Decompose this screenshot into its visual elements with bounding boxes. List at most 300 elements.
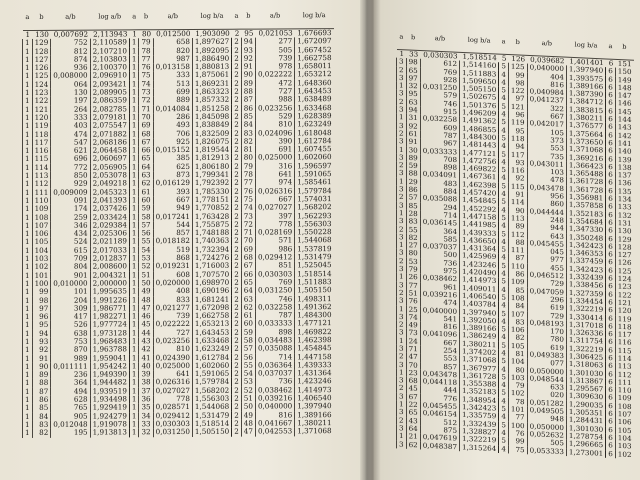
table-cell: 6 [606,362,616,370]
table-cell: 77 [508,413,527,422]
table-cell: 89 [241,79,255,87]
table-cell: 739 [255,54,294,63]
table-cell: 2,110589 [90,39,129,48]
table-cell: 151 [617,59,632,69]
table-cell: 1,409011 [460,284,499,294]
table-cell: 1,525045 [295,261,334,270]
table-cell: 99 [508,437,527,446]
table-cell: 6 [606,251,616,259]
table-cell: 0,023256 [153,337,192,346]
table-cell: 1,612784 [192,353,231,362]
table-cell: 1,397940 [566,66,605,76]
table-cell: 1,406540 [460,292,499,302]
table-cell: 5 [499,182,509,190]
table-cell: 1,380211 [566,113,605,123]
table-cell: 74 [241,204,255,212]
table-cell: 6 [606,171,616,179]
column-header: b [615,34,633,60]
column-header: a [129,3,139,30]
table-cell: 804 [51,263,90,272]
table-cell: 1 [23,97,33,105]
table-cell: 1,638489 [295,95,334,104]
table-cell: 1 [23,296,33,304]
column-header: a/b [527,30,566,57]
table-cell: 57 [139,221,153,229]
table-cell: 118 [32,130,51,138]
table-cell: 944 [527,223,566,233]
table-cell: 64 [406,425,420,434]
table-cell: 5 [499,150,509,158]
table-cell: 6 [606,322,616,330]
table-cell: 69 [241,245,255,253]
table-cell: 103 [508,374,527,383]
table-cell: 141 [615,140,633,149]
table-cell: 0,043478 [527,183,566,193]
table-cell: 1,373650 [566,137,605,147]
table-cell: 2 [232,312,242,320]
table-cell: 1,653213 [192,320,231,329]
table-cell: 1,326336 [566,328,605,338]
table-cell: 2,060697 [90,155,129,164]
table-cell: 6 [606,243,616,251]
table-cell: 103 [615,442,633,451]
table-cell: 144 [615,116,633,125]
table-cell: 739 [153,312,192,321]
table-cell: 571 [255,237,294,246]
table-cell: 708 [420,155,459,165]
table-cell: 1 [23,114,33,122]
table-cell: 53 [241,378,255,386]
table-cell: 1 [129,370,139,378]
table-cell: 1,819544 [192,146,231,155]
table-cell: 1,509650 [460,77,499,87]
table-cell: 608 [153,271,192,280]
table-cell: 6 [606,442,616,450]
table-cell: 4 [499,381,509,389]
table-cell: 1 [23,155,33,163]
table-cell: 1 [129,63,139,71]
table-cell: 696 [51,155,90,164]
table-cell: 0,028169 [255,228,294,237]
table-cell: 6 [606,306,616,314]
table-cell: 1 [23,230,33,238]
table-cell: 1 [23,247,33,255]
table-cell: 1,380211 [460,340,499,350]
table-cell: 316 [255,162,294,171]
table-cell: 85 [508,286,527,295]
table-cell: 1,284431 [566,416,605,426]
table-cell: 2 [232,279,242,287]
table-cell: 1 [397,400,407,408]
table-cell: 2,082785 [90,105,129,114]
table-cell: 1 [23,72,33,80]
table-cell: 94 [241,38,255,46]
table-cell: 1 [23,222,33,230]
table-cell: 1 [23,255,33,263]
table-cell: 110 [32,197,51,205]
table-cell: 100 [32,280,51,288]
table-cell: 3 [397,58,407,66]
table-cell: 2,075547 [90,122,129,131]
table-cell: 1,295567 [566,384,605,394]
table-cell: 50 [139,279,153,287]
table-cell: 32 [406,82,420,91]
table-cell: 2 [397,225,407,233]
table-cell: 2 [232,386,242,394]
table-cell: 67 [241,262,255,270]
table-cell: 901 [51,271,90,280]
table-cell: 1,869231 [192,80,231,89]
table-cell: 59 [241,328,255,336]
table-cell: 1,903090 [195,28,230,38]
table-cell: 714 [420,210,459,220]
table-cell: 1,356981 [566,193,605,203]
table-cell: 1,681241 [192,295,231,304]
table-cell: 51 [139,271,153,279]
table-cell: 105 [508,342,527,351]
table-cell: 2 [232,204,242,212]
table-cell: 150 [615,68,633,77]
table-cell: 0,012048 [51,421,90,430]
table-cell: 1,562293 [295,212,334,221]
table-cell: 111 [508,246,527,255]
table-cell: 0,026316 [153,378,192,387]
table-cell: 1,376577 [566,121,605,131]
table-cell: 47 [241,428,255,436]
table-cell: 0,039682 [530,55,565,66]
table-cell: 117 [615,331,633,340]
table-cell: 111 [615,378,633,387]
table-cell: 2,037426 [90,205,129,214]
table-cell: 1 [129,39,139,47]
table-cell: 6 [606,282,616,290]
table-cell: 4 [499,349,509,357]
table-cell: 2,103803 [90,55,129,64]
table-cell: 524 [51,238,90,247]
table-cell: 1 [397,114,407,122]
table-cell: 1 [129,395,139,403]
table-cell: 42 [139,345,153,353]
table-cell: 89 [406,154,420,163]
table-cell: 83 [241,129,255,137]
table-cell: 1,342423 [566,241,605,251]
table-cell: 1 [23,404,33,412]
column-header: b [241,3,255,30]
table-cell: 2 [232,46,242,54]
table-cell: 1 [129,379,139,387]
table-cell: 1,676693 [297,28,332,38]
table-cell: 112 [615,371,633,380]
table-cell: 1,537819 [295,245,334,254]
table-cell: 4 [499,126,509,134]
table-cell: 133 [615,203,633,212]
table-cell: 1 [23,355,33,363]
table-cell: 5 [499,102,509,110]
table-cell: 2 [232,171,242,179]
table-cell: 2,100370 [90,64,129,73]
table-cell: 1,518514 [462,51,497,63]
table-cell: 1 [129,138,139,146]
table-cell: 91 [32,354,51,362]
table-cell: 1,439333 [295,361,334,370]
table-cell: 1,648360 [295,79,334,88]
table-cell: 1,322219 [566,305,605,315]
table-cell: 63 [139,171,153,179]
table-cell: 6 [606,203,616,211]
table-cell: 915 [420,107,459,117]
table-cell: 1,420490 [460,268,499,278]
table-cell: 81 [508,350,527,359]
table-cell: 373 [527,136,566,146]
table-cell: 706 [153,130,192,139]
column-header: b [32,4,51,31]
table-cell: 0,048387 [420,441,459,451]
table-cell: 2 [232,146,242,154]
table-cell: 2 [232,254,242,262]
table-cell: 114 [32,164,51,172]
table-cell: 87 [508,254,527,263]
table-cell: 936 [51,64,90,73]
table-cell: 114 [615,355,633,364]
table-cell: 699 [153,88,192,97]
table-cell: 4 [499,270,509,278]
table-cell: 1 [23,205,33,213]
table-cell: 1 [129,279,139,287]
table-cell: 1,544068 [295,237,334,246]
table-cell: 1,365488 [566,169,605,179]
table-cell: 0,050000 [527,367,566,377]
table-cell: 30 [406,146,420,155]
table-cell: 5 [499,278,509,286]
table-cell: 333 [153,71,192,80]
table-cell: 1,389166 [295,411,334,420]
table-cell: 87 [241,96,255,104]
table-cell: 1 [23,122,33,130]
table-cell: 4 [499,302,509,310]
table-cell: 6 [606,83,616,91]
table-cell: 107 [32,222,51,230]
table-cell: 5 [499,309,509,317]
table-cell: 84 [32,412,51,420]
table-cell: 33 [139,420,153,428]
table-cell: 95 [32,321,51,329]
table-cell: 1 [23,396,33,404]
table-cell: 0,040984 [527,88,566,98]
table-cell: 816 [255,411,294,420]
table-cell: 1 [129,263,139,271]
table-cell: 2,033424 [90,213,129,222]
table-cell: 873 [153,171,192,180]
table-cell: 6 [606,394,616,402]
table-cell: 286 [153,113,192,122]
table-cell: 0,038462 [420,274,459,284]
table-cell: 44 [139,329,153,337]
table-cell: 127 [615,251,633,260]
table-cell: 1,607455 [295,145,334,154]
table-cell: 4 [499,429,509,437]
table-cell: 27 [406,242,420,251]
table-cell: 5 [499,357,509,365]
table-cell: 74 [406,313,420,322]
table-cell: 1,328827 [460,427,499,437]
table-cell: 0,030303 [423,50,458,61]
table-cell: 85 [241,113,255,121]
table-cell: 71 [139,105,153,113]
table-cell: 1 [23,288,33,296]
table-cell: 2,071882 [90,130,129,139]
table-cell: 1,667452 [295,46,334,55]
table-cell: 541 [420,314,459,324]
table-cell: 2 [397,384,407,392]
table-cell: 5 [501,53,507,63]
table-cell: 93 [241,46,255,54]
table-cell: 33 [409,49,419,59]
table-cell: 195 [51,429,90,438]
table-cell: 1,623249 [295,120,334,129]
table-cell: 1 [129,221,139,229]
table-cell: 47 [139,304,153,312]
table-cell: 68 [406,377,420,386]
table-cell: 2 [232,104,242,112]
table-cell: 1,452292 [460,204,499,214]
table-cell: 625 [153,163,192,172]
table-cell: 101 [51,288,90,297]
table-cell: 61 [139,188,153,196]
table-cell: 736 [420,258,459,268]
table-cell: 1,897627 [192,38,231,47]
table-cell: 2 [232,353,242,361]
table-cell: 0,037037 [420,242,459,252]
table-cell: 1,423246 [295,378,334,387]
table-cell: 1,501376 [460,101,499,111]
table-cell: 103 [32,255,51,263]
table-cell: 1 [397,305,407,313]
table-cell: 3 [397,345,407,353]
table-cell: 0,024390 [153,354,192,363]
table-cell: 1 [129,337,139,345]
table-cell: 56 [139,229,153,237]
table-cell: 121 [508,103,527,112]
table-cell: 6 [606,99,616,107]
table-cell: 2,093421 [90,80,129,89]
table-cell: 621 [51,147,90,156]
table-cell: 55 [241,361,255,369]
table-cell: 1 [23,280,33,288]
table-cell: 0,022222 [153,320,192,329]
table-cell: 148 [615,84,633,93]
table-cell: 1,724276 [192,254,231,263]
table-cell: 3 [397,377,407,385]
table-cell: 1 [23,330,33,338]
table-cell: 1,454845 [295,344,334,353]
table-cell: 130 [615,227,633,236]
table-cell: 1 [23,379,33,387]
table-cell: 1 [23,131,33,139]
table-cell: 29 [406,178,420,187]
table-cell: 1 [129,287,139,295]
table-cell: 75 [241,196,255,204]
table-cell: 1,792392 [192,179,231,188]
table-cell: 810 [153,345,192,354]
table-cell: 1,472756 [460,156,499,166]
table-cell: 1,380211 [295,419,334,428]
table-cell: 1,623249 [192,345,231,354]
table-cell: 0,038462 [255,386,294,395]
table-cell: 41 [139,354,153,362]
column-header: log b/a [295,2,334,29]
table-cell: 925 [153,138,192,147]
table-cell: 2 [397,130,407,138]
table-cell: 2,096910 [90,72,129,81]
table-cell: 142 [615,132,633,141]
table-cell: 1,826075 [192,138,231,147]
table-cell: 1,469822 [295,328,334,337]
table-cell: 1,505150 [460,85,499,95]
table-cell: 3 [397,408,407,416]
table-cell: 99 [32,288,51,296]
table-cell: 117 [32,139,51,147]
table-cell: 553 [420,354,459,364]
table-cell: 96 [508,111,527,120]
table-cell: 2,008600 [90,263,129,272]
table-cell: 4 [499,254,509,262]
table-cell: 1 [129,238,139,246]
table-cell: 1,556303 [295,220,334,229]
table-cell: 1 [23,213,33,221]
table-cell: 82 [406,234,420,243]
table-cell: 71 [406,345,420,354]
table-cell: 112 [32,180,51,188]
table-cell: 2 [232,287,242,295]
table-cell: 1,732394 [192,245,231,254]
table-cell: 138 [615,163,633,172]
column-header: a [232,3,242,30]
table-cell: 6 [606,298,616,306]
table-cell: 816 [420,322,459,332]
table-cell: 1 [129,304,139,312]
table-cell: 2 [234,28,240,38]
table-cell: 82 [241,137,255,145]
table-cell: 50 [241,403,255,411]
table-cell: 5 [499,198,509,206]
table-cell: 0,031250 [153,428,192,437]
table-cell: 1,949390 [90,371,129,380]
table-cell: 3 [397,122,407,130]
table-cell: 2 [232,212,242,220]
table-cell: 2,021189 [90,238,129,247]
table-cell: 89 [32,371,51,379]
table-cell: 2 [232,63,242,71]
table-cell: 6 [606,123,616,131]
table-cell: 0,049383 [527,351,566,361]
table-cell: 124 [32,81,51,89]
table-cell: 1,643453 [192,328,231,337]
table-cell: 4 [499,158,509,166]
table-cell: 112 [508,230,527,239]
table-cell: 104 [508,358,527,367]
table-cell: 3 [397,74,407,82]
table-cell: 1,618048 [295,129,334,138]
table-cell: 91 [241,63,255,71]
right-page [372,0,640,480]
table-cell: 109 [508,278,527,287]
table-cell: 1,342423 [460,403,499,413]
table-cell: 364 [51,379,90,388]
table-cell: 1,406540 [295,394,334,403]
table-cell: 2 [232,138,242,146]
table-cell: 4 [499,190,509,198]
table-cell: 54 [241,370,255,378]
